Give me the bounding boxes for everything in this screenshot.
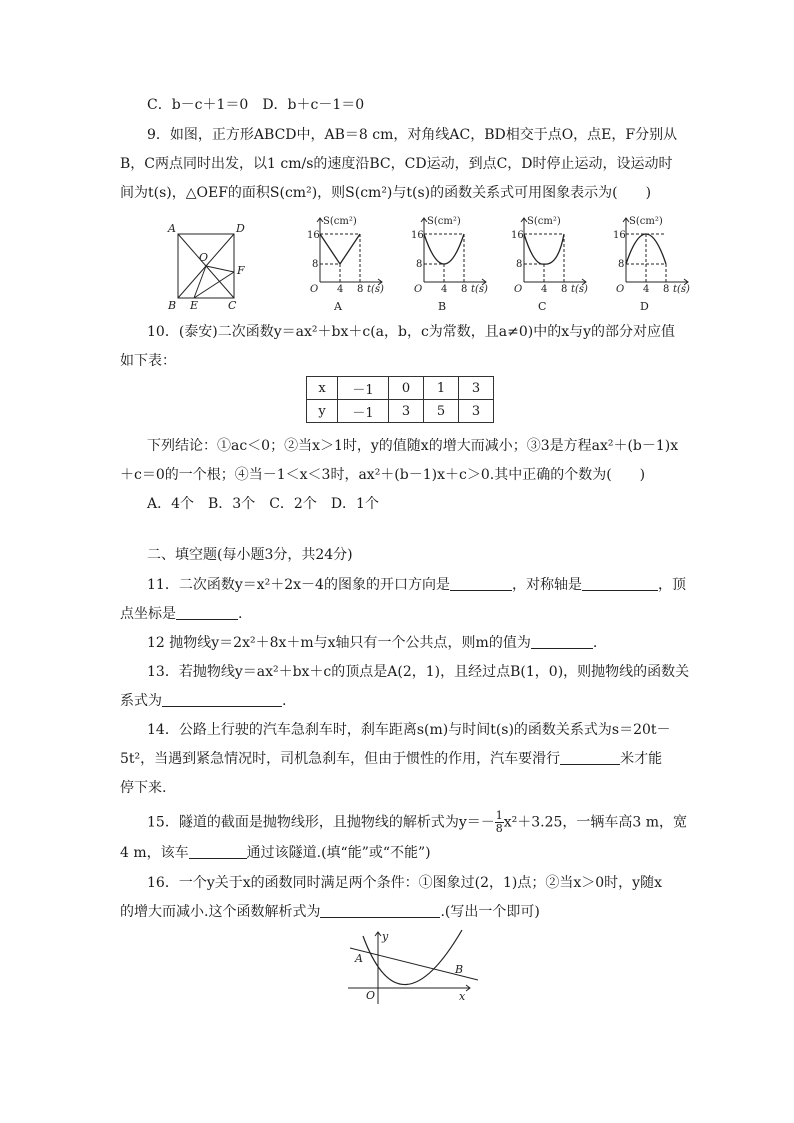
graph-b-option: B <box>438 300 447 313</box>
q15-text: x²＋3.25，一辆车高3 m，宽 <box>503 814 688 831</box>
graph-c <box>511 216 588 313</box>
q14-line1: 14．公路上行驶的汽车急刹车时，刹车距离s(m)与时间t(s)的函数关系式为s＝20t－ <box>147 722 671 738</box>
graph-b-y8: 8 <box>416 259 423 270</box>
graph-c-origin: O <box>514 284 523 295</box>
q14-blank[interactable] <box>560 750 620 765</box>
graph-d-ylabel: S(cm²) <box>629 216 663 227</box>
graph-a-origin: O <box>310 284 319 295</box>
q10-conclusions-line1: 下列结论：①ac＜0；②当x＞1时，y的值随x的增大而减小；③3是方程ax²＋(b－1)x <box>147 438 679 454</box>
q16-label-o: O <box>366 989 376 1002</box>
q16-label-a: A <box>355 952 363 965</box>
graph-a-option: A <box>334 300 342 313</box>
graph-b-ylabel: S(cm²) <box>427 216 461 227</box>
section-title: 二、填空题(每小题3分，共24分) <box>147 547 353 563</box>
q15-text: 4 m，该车 <box>120 845 189 861</box>
label-o: O <box>199 251 209 264</box>
graph-b-x4: 4 <box>441 284 448 295</box>
q12-line <box>147 633 597 653</box>
q14-text: 米才能 <box>620 751 663 767</box>
label-e: E <box>190 299 199 312</box>
q11-line2 <box>120 604 242 624</box>
graph-a-xlabel: t(s) <box>367 284 384 295</box>
table-cell: －1 <box>338 400 389 423</box>
q16-line2 <box>120 902 540 922</box>
q13-line2 <box>120 691 286 711</box>
q10-line1: 10．(泰安)二次函数y＝ax²＋bx＋c(a，b，c为常数，且a≠0)中的x与y的部分对应值 <box>147 324 676 340</box>
graph-d-origin: O <box>616 284 625 295</box>
q14-text: 5t²，当遇到紧急情况时，司机急刹车，但由于惯性的作用，汽车要滑行 <box>120 751 561 767</box>
fraction-numerator: 1 <box>495 809 503 822</box>
graph-d-y16: 16 <box>613 230 626 241</box>
fraction-denominator: 8 <box>495 822 503 835</box>
label-a: A <box>168 222 176 235</box>
q10-value-table <box>306 376 494 423</box>
table-cell: 1 <box>424 377 459 400</box>
q16-label-b: B <box>455 963 464 976</box>
square-figure <box>178 234 234 298</box>
q14-line3: 停下来. <box>120 780 167 796</box>
table-row <box>307 377 494 400</box>
graph-d <box>613 216 690 313</box>
q11-text: . <box>238 606 243 622</box>
graph-b-y16: 16 <box>411 230 424 241</box>
q16-blank[interactable] <box>320 903 440 918</box>
graph-a-y16: 16 <box>307 230 320 241</box>
graph-c-x8: 8 <box>561 284 568 295</box>
q13-blank[interactable] <box>162 692 282 707</box>
q11-blank-opening[interactable] <box>450 576 512 591</box>
q16-label-x: x <box>459 990 466 1003</box>
graph-d-xlabel: t(s) <box>673 284 690 295</box>
graph-a <box>307 216 384 313</box>
q15-line1 <box>147 810 687 835</box>
label-b: B <box>168 299 177 312</box>
table-cell: －1 <box>338 377 389 400</box>
q12-text: . <box>592 635 598 651</box>
q11-text: ，顶 <box>657 577 686 593</box>
q10-conclusions-line2: ＋c＝0的一个根；④当－1＜x＜3时，ax²＋(b－1)x＋c＞0.其中正确的个数为( ) <box>120 467 646 483</box>
graph-d-x8: 8 <box>663 284 670 295</box>
graph-d-y8: 8 <box>618 259 625 270</box>
q15-blank[interactable] <box>189 844 247 859</box>
q15-line2 <box>120 843 431 863</box>
q11-line1 <box>147 575 686 595</box>
graph-b-xlabel: t(s) <box>471 284 488 295</box>
graph-c-ylabel: S(cm²) <box>527 216 561 227</box>
q9-figures <box>0 210 794 320</box>
q11-blank-vertex[interactable] <box>176 605 238 620</box>
q13-text: . <box>282 693 287 709</box>
graph-c-option: C <box>538 300 547 313</box>
graph-a-x8: 8 <box>357 284 364 295</box>
q16-text: .(写出一个即可) <box>440 904 540 920</box>
table-cell: 3 <box>389 400 424 423</box>
graph-a-y8: 8 <box>312 259 319 270</box>
graph-b-x8: 8 <box>461 284 468 295</box>
table-cell: 0 <box>389 377 424 400</box>
q11-text: 11．二次函数y＝x²＋2x－4的图象的开口方向是 <box>147 577 450 593</box>
label-d: D <box>236 222 245 235</box>
q12-blank[interactable] <box>531 634 593 649</box>
label-c: C <box>228 299 237 312</box>
q8-options: C．b－c＋1＝0 D．b＋c－1＝0 <box>147 97 365 113</box>
q11-blank-axis[interactable] <box>582 576 658 591</box>
table-cell: 3 <box>459 400 494 423</box>
q16-text: 的增大而减小.这个函数解析式为 <box>120 904 321 920</box>
table-row <box>307 400 494 423</box>
graph-d-x4: 4 <box>643 284 650 295</box>
table-cell: 5 <box>424 400 459 423</box>
graph-d-option: D <box>640 300 649 313</box>
graph-b-origin: O <box>414 284 423 295</box>
graph-c-xlabel: t(s) <box>571 284 588 295</box>
graph-a-x4: 4 <box>337 284 344 295</box>
q10-options: A．4个 B．3个 C．2个 D．1个 <box>147 496 379 512</box>
q9-line2: B，C两点同时出发，以1 cm/s的速度沿BC，CD运动，到点C，D时停止运动，设运动时 <box>120 156 673 172</box>
q9-line3: 间为t(s)，△OEF的面积S(cm²)，则S(cm²)与t(s)的函数关系式可用图象表示为( ) <box>120 185 652 201</box>
table-cell: y <box>307 400 338 423</box>
q10-line2: 如下表： <box>120 353 176 369</box>
graph-a-ylabel: S(cm²) <box>323 216 357 227</box>
graph-c-y8: 8 <box>516 259 523 270</box>
graph-c-y16: 16 <box>511 230 524 241</box>
graph-c-x4: 4 <box>541 284 548 295</box>
q15-text: 通过该隧道.(填“能”或“不能”) <box>246 845 431 861</box>
q9-line1: 9．如图，正方形ABCD中，AB＝8 cm，对角线AC，BD相交于点O，点E，F分别从 <box>147 127 678 143</box>
q16-figure <box>0 928 794 1008</box>
q14-line2 <box>120 749 662 769</box>
table-cell: x <box>307 377 338 400</box>
q15-text: 15．隧道的截面是抛物线形，且抛物线的解析式为y＝－ <box>147 814 495 831</box>
q15-fraction <box>495 810 504 835</box>
q12-text: 12 抛物线y＝2x²＋8x＋m与x轴只有一个公共点，则m的值为 <box>147 635 531 651</box>
graph-b <box>411 216 488 313</box>
q13-line1: 13．若抛物线y＝ax²＋bx＋c的顶点是A(2，1)，且经过点B(1，0)，则抛物线的函数关 <box>147 664 690 680</box>
table-cell: 3 <box>459 377 494 400</box>
label-f: F <box>237 264 245 277</box>
q11-text: ，对称轴是 <box>511 577 582 593</box>
q13-text: 系式为 <box>120 693 162 709</box>
q11-text: 点坐标是 <box>120 606 176 622</box>
q16-line1: 16．一个y关于x的函数同时满足两个条件：①图象过(2，1)点；②当x＞0时，y随x <box>147 875 662 891</box>
q16-label-y: y <box>382 930 389 943</box>
